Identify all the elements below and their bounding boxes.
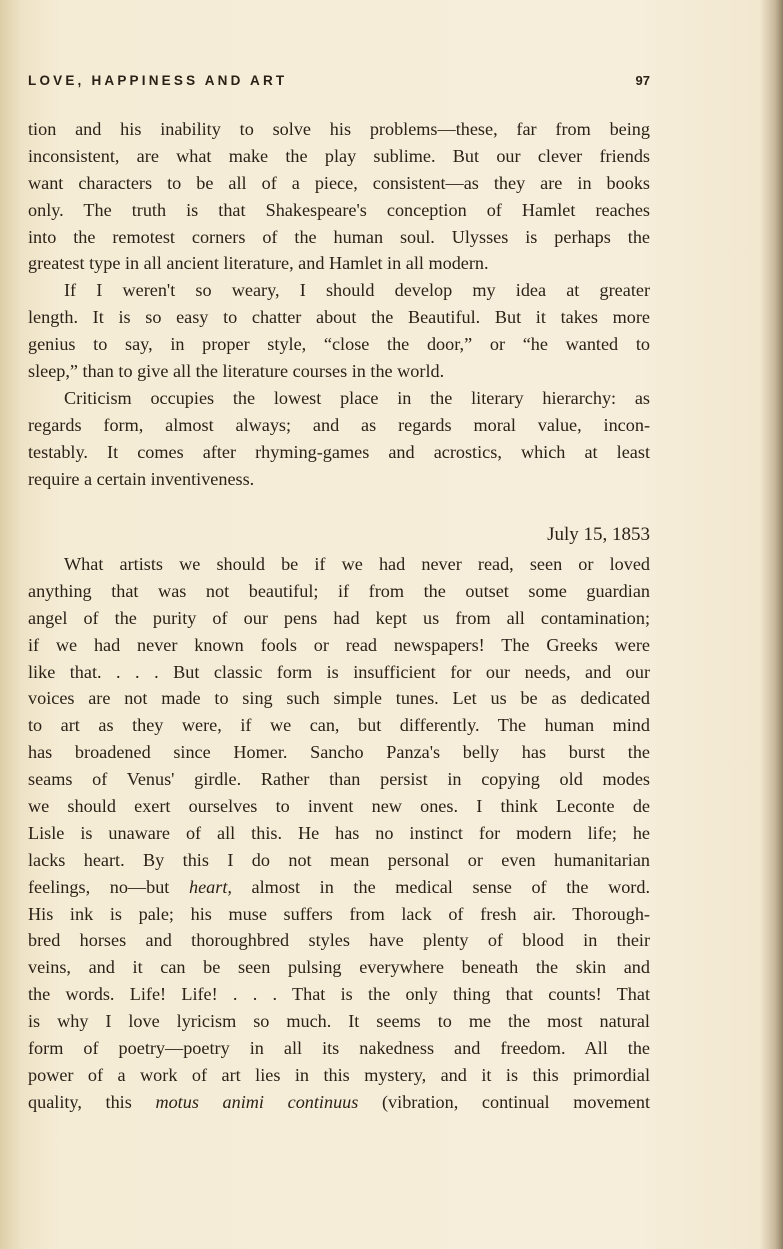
text-line: has broadened since Homer. Sancho Panza's belly has burst the xyxy=(28,742,650,763)
text-line: like that. . . . But classic form is insufficient for our needs, and our xyxy=(28,661,650,682)
text-line: seams of Venus' girdle. Rather than persist in copying old modes xyxy=(28,769,650,790)
text-fragment: feelings, no—but xyxy=(28,876,189,897)
text-line: voices are not made to sing such simple tunes. Let us be as dedicated xyxy=(28,688,650,709)
text-line: form of poetry—poetry in all its nakedness and freedom. All the xyxy=(28,1038,650,1059)
text-line: testably. It comes after rhyming-games and acrostics, which at least xyxy=(28,441,650,462)
text-fragment: quality, this xyxy=(28,1091,156,1112)
text-fragment: (vibration, continual movement xyxy=(358,1091,651,1112)
text-line: inconsistent, are what make the play sublime. But our clever friends xyxy=(28,145,650,166)
text-line: power of a work of art lies in this mystery, and it is this primordial xyxy=(28,1064,650,1085)
text-line: require a certain inventiveness. xyxy=(28,468,255,489)
text-line: bred horses and thoroughbred styles have plenty of blood in their xyxy=(28,930,650,951)
text-line-heart xyxy=(28,874,650,901)
text-before-date xyxy=(28,116,650,492)
text-line: only. The truth is that Shakespeare's conception of Hamlet reaches xyxy=(28,199,650,220)
running-header xyxy=(28,73,650,95)
text-line: the words. Life! Life! . . . That is the only thing that counts! That xyxy=(28,984,650,1005)
running-title: LOVE, HAPPINESS AND ART xyxy=(28,73,288,88)
text-line: tion and his inability to solve his problems—these, far from being xyxy=(28,119,650,139)
text-line: we should exert ourselves to invent new ones. I think Leconte de xyxy=(28,796,650,817)
text-line: regards form, almost always; and as regards moral value, incon- xyxy=(28,414,650,435)
italic-latin-phrase: motus animi continuus xyxy=(155,1091,359,1112)
text-line: Lisle is unaware of all this. He has no instinct for modern life; he xyxy=(28,822,650,843)
text-line-latin xyxy=(28,1089,650,1116)
text-line: into the remotest corners of the human soul. Ulysses is perhaps the xyxy=(28,226,650,247)
text-line: if we had never known fools or read newspapers! The Greeks were xyxy=(28,634,650,655)
text-line: angel of the purity of our pens had kept us from all contamination; xyxy=(28,607,650,628)
text-line: veins, and it can be seen pulsing everywhere beneath the skin and xyxy=(28,957,650,978)
text-line: length. It is so easy to chatter about the Beautiful. But it takes more xyxy=(28,307,650,328)
entry-date: July 15, 1853 xyxy=(547,524,650,545)
text-line: Criticism occupies the lowest place in the literary hierarchy: as xyxy=(64,387,650,408)
text-line: to art as they were, if we can, but differently. The human mind xyxy=(28,715,650,736)
text-fragment: almost in the medical sense of the word. xyxy=(231,876,650,897)
italic-word-heart: heart, xyxy=(188,876,232,897)
page-number: 97 xyxy=(635,73,650,88)
text-line: If I weren't so weary, I should develop my idea at greater xyxy=(64,280,650,301)
text-after-date xyxy=(28,551,650,1116)
text-line: is why I love lyricism so much. It seems to me the most natural xyxy=(28,1011,650,1032)
text-line: greatest type in all ancient literature, and Hamlet in all modern. xyxy=(28,253,489,274)
text-line: lacks heart. By this I do not mean personal or even humanitarian xyxy=(28,849,650,870)
text-line: anything that was not beautiful; if from the outset some guardian xyxy=(28,580,650,601)
text-line: His ink is pale; his muse suffers from lack of fresh air. Thorough- xyxy=(28,903,650,924)
text-line: want characters to be all of a piece, consistent—as they are in books xyxy=(28,172,650,193)
text-line: genius to say, in proper style, “close the door,” or “he wanted to xyxy=(28,334,650,355)
text-line: What artists we should be if we had never read, seen or loved xyxy=(64,554,650,574)
text-line: sleep,” than to give all the literature courses in the world. xyxy=(28,361,445,382)
